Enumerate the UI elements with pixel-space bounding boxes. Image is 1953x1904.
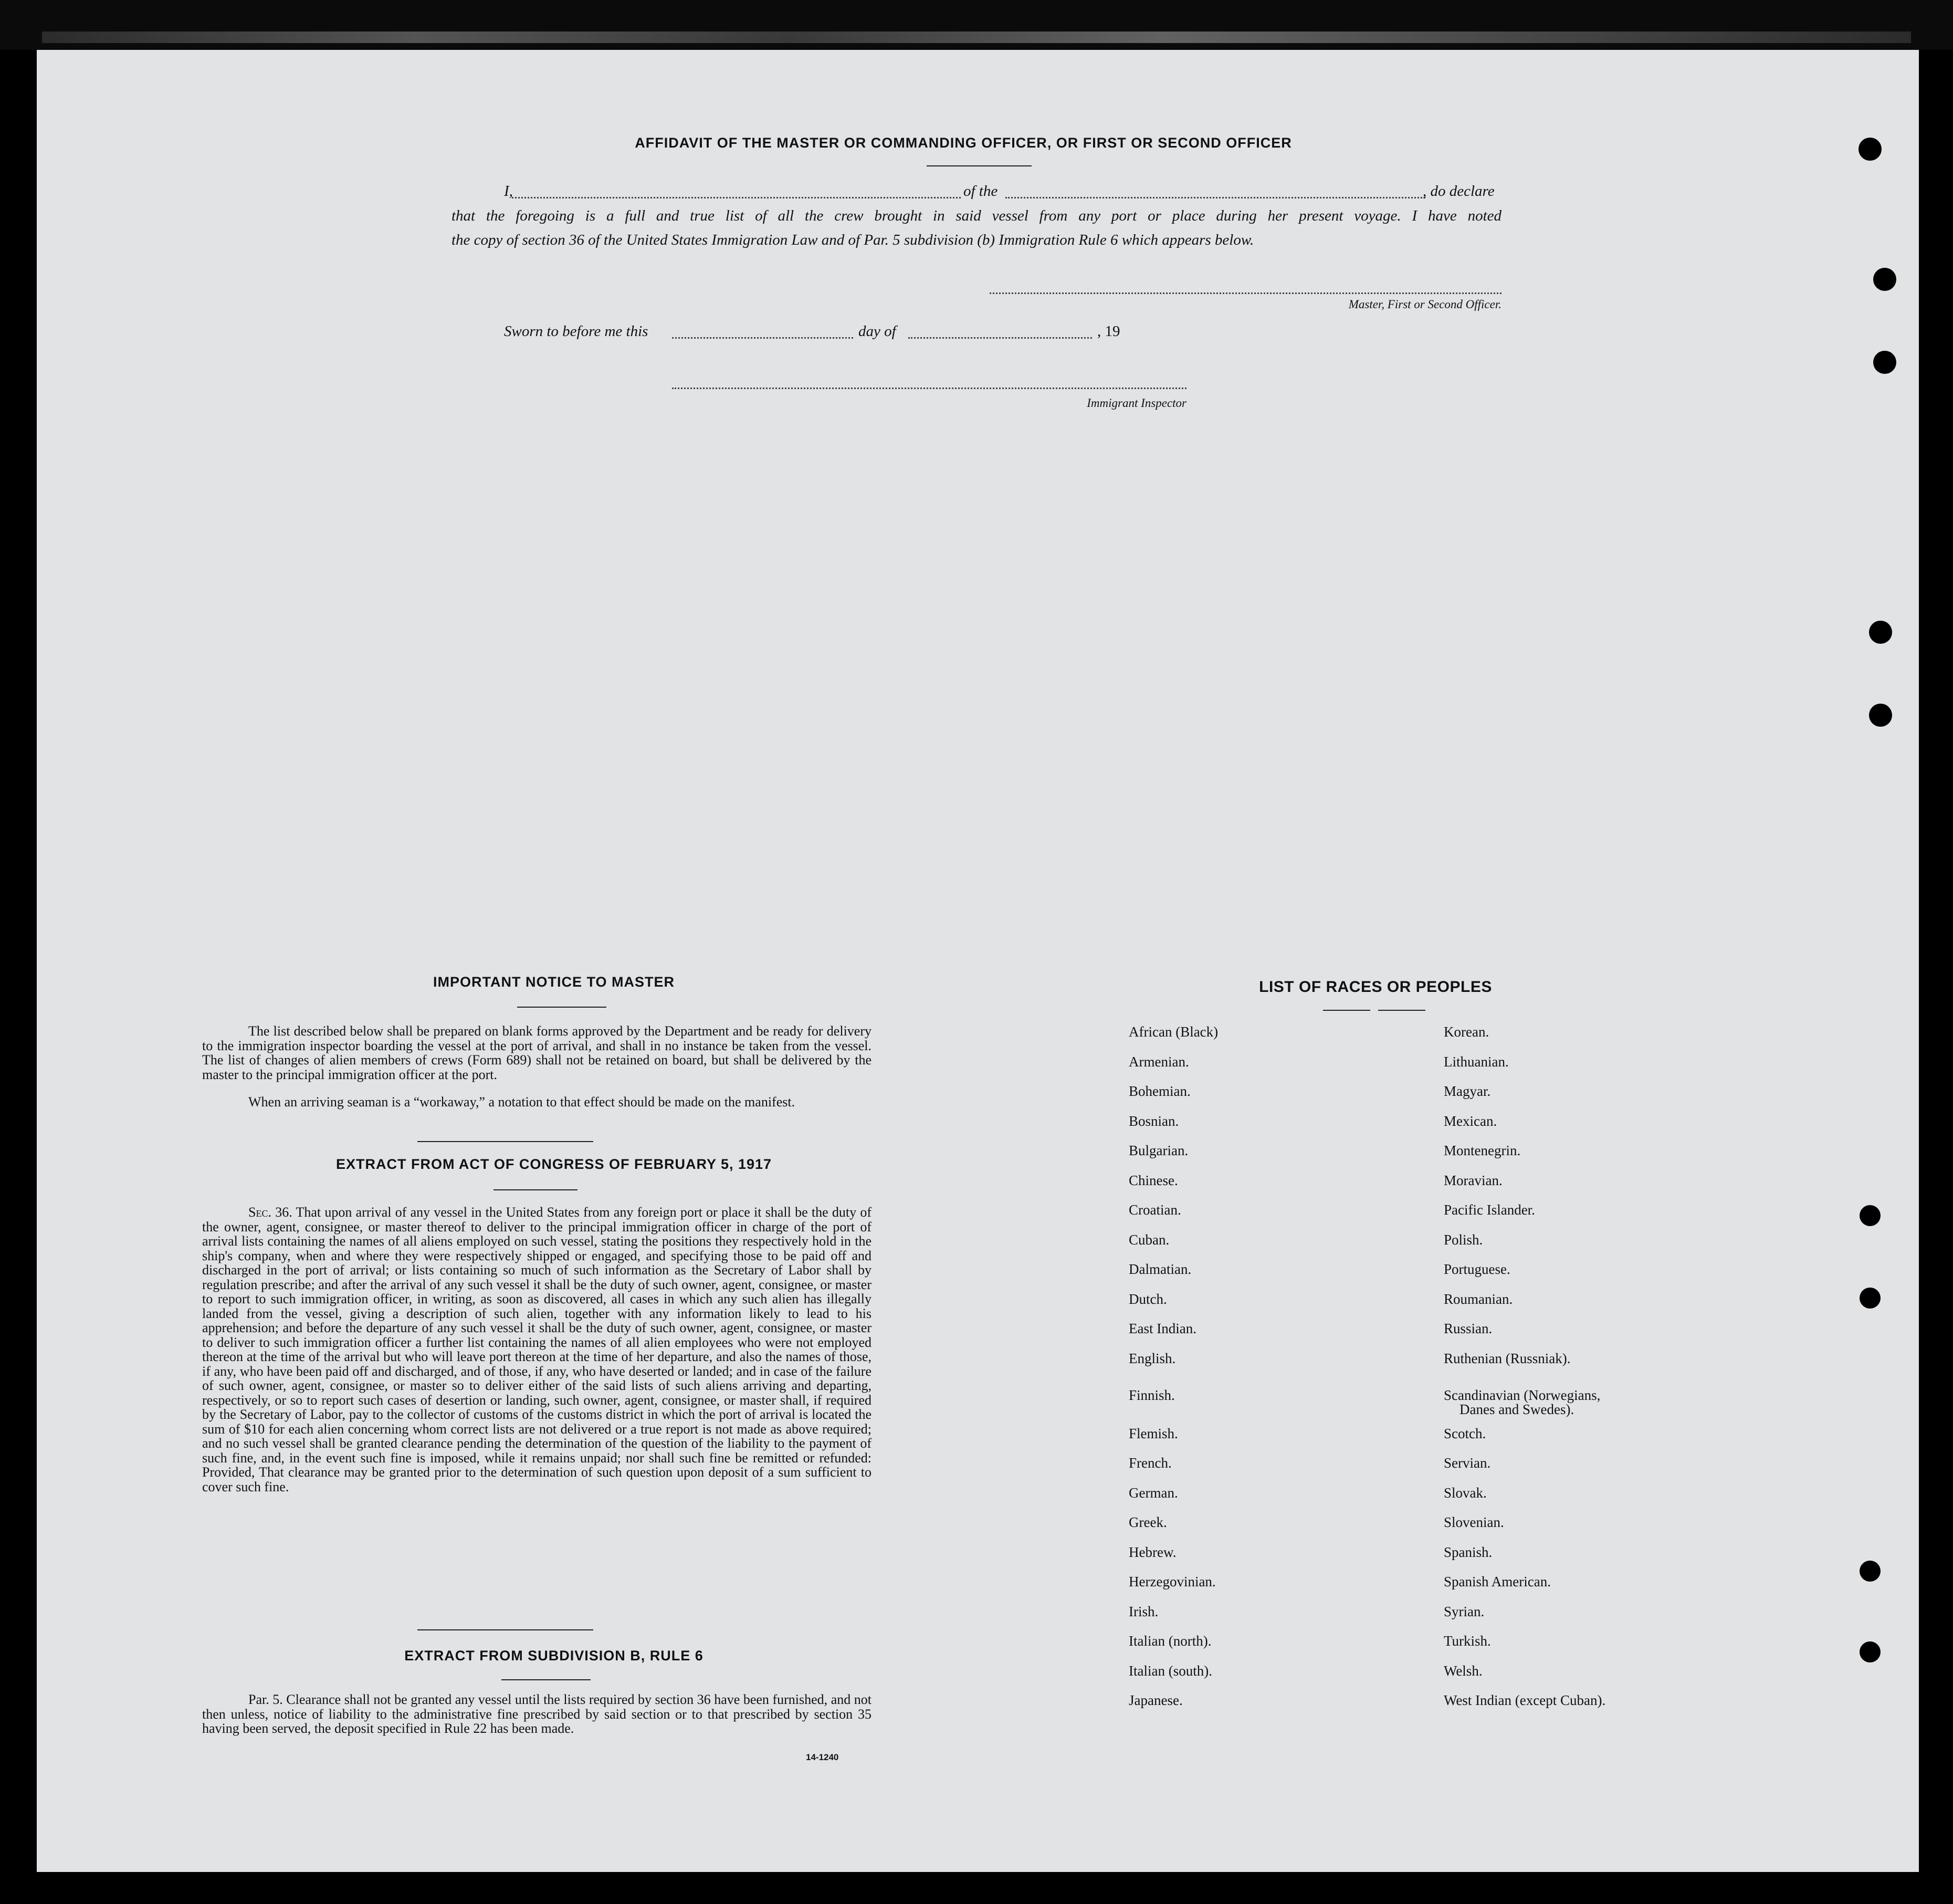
race-item: Portuguese. bbox=[1444, 1261, 1510, 1277]
act-section-36 bbox=[202, 1205, 872, 1494]
day-of-text: day of bbox=[858, 323, 896, 340]
race-item: Mexican. bbox=[1444, 1113, 1497, 1129]
race-item: Spanish American. bbox=[1444, 1574, 1551, 1589]
race-item: French. bbox=[1129, 1455, 1172, 1471]
year-prefix: , 19 bbox=[1097, 323, 1120, 340]
act-title: EXTRACT FROM ACT OF CONGRESS OF FEBRUARY 5, 1917 bbox=[335, 1156, 772, 1172]
punch-hole bbox=[1858, 138, 1882, 161]
rule-title-rule bbox=[501, 1679, 591, 1680]
signature-label: Master, First or Second Officer. bbox=[1348, 298, 1502, 311]
race-item: Bohemian. bbox=[1129, 1083, 1191, 1099]
affidavit-title: AFFIDAVIT OF THE MASTER OR COMMANDING OFFICER, OR FIRST OR SECOND OFFICER bbox=[635, 135, 1292, 151]
race-item: Ruthenian (Russniak). bbox=[1444, 1351, 1571, 1366]
punch-hole bbox=[1860, 1641, 1881, 1662]
race-item: Finnish. bbox=[1129, 1387, 1175, 1403]
race-item: Greek. bbox=[1129, 1514, 1167, 1530]
notice-paragraph-1: The list described below shall be prepared on blank forms approved by the Department and be ready for delivery to the immigration inspector boarding the vessel at the port of arrival, and shall in no instance be taken from the vessel. The list of changes of alien members of crews (Form 689) shall not be retained on board, but shall be delivered by the master to the principal immigration officer at the port. bbox=[202, 1023, 872, 1082]
race-item: Bulgarian. bbox=[1129, 1143, 1189, 1158]
notice-title-rule bbox=[517, 1007, 606, 1008]
race-item: Dutch. bbox=[1129, 1291, 1167, 1307]
race-item: Russian. bbox=[1444, 1321, 1493, 1336]
race-item: Polish. bbox=[1444, 1232, 1483, 1248]
affidavit-line2: that the foregoing is a full and true list of all the crew brought in said vessel from any port or place during her present voyage. I have noted bbox=[452, 207, 1502, 224]
race-item: Bosnian. bbox=[1129, 1113, 1179, 1129]
race-item: Lithuanian. bbox=[1444, 1054, 1509, 1070]
affidavit-line3: the copy of section 36 of the United States Immigration Law and of Par. 5 subdivision (b) Immigration Rule 6 which appears below. bbox=[452, 232, 1254, 248]
races-left-column bbox=[1129, 1024, 1391, 1770]
rule-title: EXTRACT FROM SUBDIVISION B, RULE 6 bbox=[404, 1648, 704, 1664]
race-item: Roumanian. bbox=[1444, 1291, 1513, 1307]
affidavit-line1-declare: , do declare bbox=[1423, 183, 1495, 200]
race-item: Flemish. bbox=[1129, 1426, 1178, 1441]
scan-edge-strip bbox=[42, 32, 1911, 43]
punch-hole bbox=[1869, 704, 1892, 727]
race-item: Korean. bbox=[1444, 1024, 1489, 1040]
sworn-text: Sworn to before me this bbox=[504, 323, 648, 340]
race-item: Dalmatian. bbox=[1129, 1261, 1192, 1277]
notice-title: IMPORTANT NOTICE TO MASTER bbox=[433, 974, 675, 990]
race-item: Slovak. bbox=[1444, 1485, 1487, 1501]
race-item: East Indian. bbox=[1129, 1321, 1196, 1336]
race-item: Japanese. bbox=[1129, 1692, 1183, 1708]
race-item: Pacific Islander. bbox=[1444, 1202, 1535, 1218]
race-item: Chinese. bbox=[1129, 1173, 1178, 1188]
sworn-month-field[interactable] bbox=[908, 337, 1092, 339]
race-item: Slovenian. bbox=[1444, 1514, 1504, 1530]
race-item: Armenian. bbox=[1129, 1054, 1189, 1070]
form-number: 14-1240 bbox=[806, 1752, 839, 1762]
race-item: Turkish. bbox=[1444, 1633, 1491, 1649]
punch-hole bbox=[1873, 268, 1896, 291]
inspector-label: Immigrant Inspector bbox=[1087, 396, 1186, 410]
act-section-text: That upon arrival of any vessel in the United States from any foreign port or place it shall be the duty of the owner, agent, consignee, or master thereof to deliver to the principal immigration officer in charge of the port of arrival lists containing the names of all aliens employed on such vessel, stating the positions they respectively hold in the ship's company, when and where they were respectively shipped or engaged, and specifying those to be paid off and discharged in the port of arrival; or lists containing so much of such information as the Secretary of Labor shall by regulation prescribe; and after the arrival of any such vessel it shall be the duty of such owner, agent, consignee, or master to report to such immigration officer, in writing, as soon as discovered, all cases in which any such alien has illegally landed from the vessel, giving a description of such alien, together with any information likely to lead to his apprehension; and before the departure of any such vessel it shall be the duty of such owner, agent, consignee, or master to deliver to such immigration officer a further list containing the names of all alien employees who were not employed thereon at the time of the arrival but who will leave port thereon at the time of her departure, and also the names of those, if any, who have been paid off and discharged, and of those, if any, who have deserted or landed; and in case of the failure of such owner, agent, consignee, or master so to deliver either of the said lists of such aliens arriving and departing, respectively, or so to report such cases of desertion or landing, such owner, agent, consignee, or master shall, if required by the Secretary of Labor, pay to the collector of customs of the customs district in which the port of arrival is located the sum of $10 for each alien concerning whom correct lists are not delivered or a true report is not made as above required; and no such vessel shall be granted clearance pending the determination of the question of the liability to the payment of such fine, and, in the event such fine is imposed, while it remains unpaid; nor shall such fine be remitted or refunded: Provided, That clearance may be granted prior to the determination of such question upon deposit of a sum sufficient to cover such fine. bbox=[202, 1205, 872, 1494]
race-item: Scotch. bbox=[1444, 1426, 1486, 1441]
races-title-rule-left bbox=[1323, 1010, 1370, 1011]
affidavit-title-rule bbox=[927, 165, 1032, 166]
sworn-day-field[interactable] bbox=[672, 337, 853, 339]
inspector-signature-field[interactable] bbox=[672, 388, 1186, 389]
race-item-continuation: Danes and Swedes). bbox=[1460, 1401, 1574, 1417]
master-name-field[interactable] bbox=[512, 197, 961, 198]
notice-divider bbox=[417, 1141, 593, 1142]
race-item: Syrian. bbox=[1444, 1604, 1485, 1619]
race-item: Servian. bbox=[1444, 1455, 1491, 1471]
race-item: Welsh. bbox=[1444, 1663, 1483, 1679]
race-item: West Indian (except Cuban). bbox=[1444, 1692, 1606, 1708]
race-item: Irish. bbox=[1129, 1604, 1159, 1619]
race-item: Italian (south). bbox=[1129, 1663, 1212, 1679]
races-right-column bbox=[1444, 1024, 1738, 1770]
rule-paragraph: Par. 5. Clearance shall not be granted any vessel until the lists required by section 36 have been furnished, and not then unless, notice of liability to the administrative fine prescribed by said section or to that prescribed by section 35 having been served, the deposit specified in Rule 22 has been made. bbox=[202, 1692, 872, 1736]
race-item: Scandinavian (Norwegians, bbox=[1444, 1387, 1601, 1403]
punch-hole bbox=[1860, 1561, 1881, 1582]
punch-hole bbox=[1860, 1288, 1881, 1309]
race-item: Croatian. bbox=[1129, 1202, 1181, 1218]
race-item: Cuban. bbox=[1129, 1232, 1170, 1248]
document-page bbox=[37, 50, 1919, 1872]
races-title: LIST OF RACES OR PEOPLES bbox=[1259, 978, 1492, 996]
race-item: African (Black) bbox=[1129, 1024, 1219, 1040]
race-item: English. bbox=[1129, 1351, 1176, 1366]
vessel-name-field[interactable] bbox=[1005, 197, 1425, 198]
races-title-rule-right bbox=[1378, 1010, 1425, 1011]
race-item: Spanish. bbox=[1444, 1544, 1493, 1560]
punch-hole bbox=[1873, 351, 1896, 374]
act-title-rule bbox=[494, 1189, 578, 1190]
act-divider bbox=[417, 1629, 593, 1630]
affidavit-line1-i: I, bbox=[504, 183, 513, 200]
act-section-label: Sec. 36. bbox=[248, 1205, 292, 1220]
race-item: Herzegovinian. bbox=[1129, 1574, 1216, 1589]
race-item: German. bbox=[1129, 1485, 1178, 1501]
race-item: Magyar. bbox=[1444, 1083, 1491, 1099]
race-item: Montenegrin. bbox=[1444, 1143, 1521, 1158]
race-item: Italian (north). bbox=[1129, 1633, 1212, 1649]
punch-hole bbox=[1860, 1205, 1881, 1226]
race-item: Moravian. bbox=[1444, 1173, 1503, 1188]
notice-paragraph-2: When an arriving seaman is a “workaway,” a notation to that effect should be made on the manifest. bbox=[248, 1094, 795, 1110]
master-signature-field[interactable] bbox=[990, 292, 1502, 294]
race-item: Hebrew. bbox=[1129, 1544, 1177, 1560]
punch-hole bbox=[1869, 621, 1892, 644]
affidavit-line1-of-the: of the bbox=[963, 183, 998, 200]
